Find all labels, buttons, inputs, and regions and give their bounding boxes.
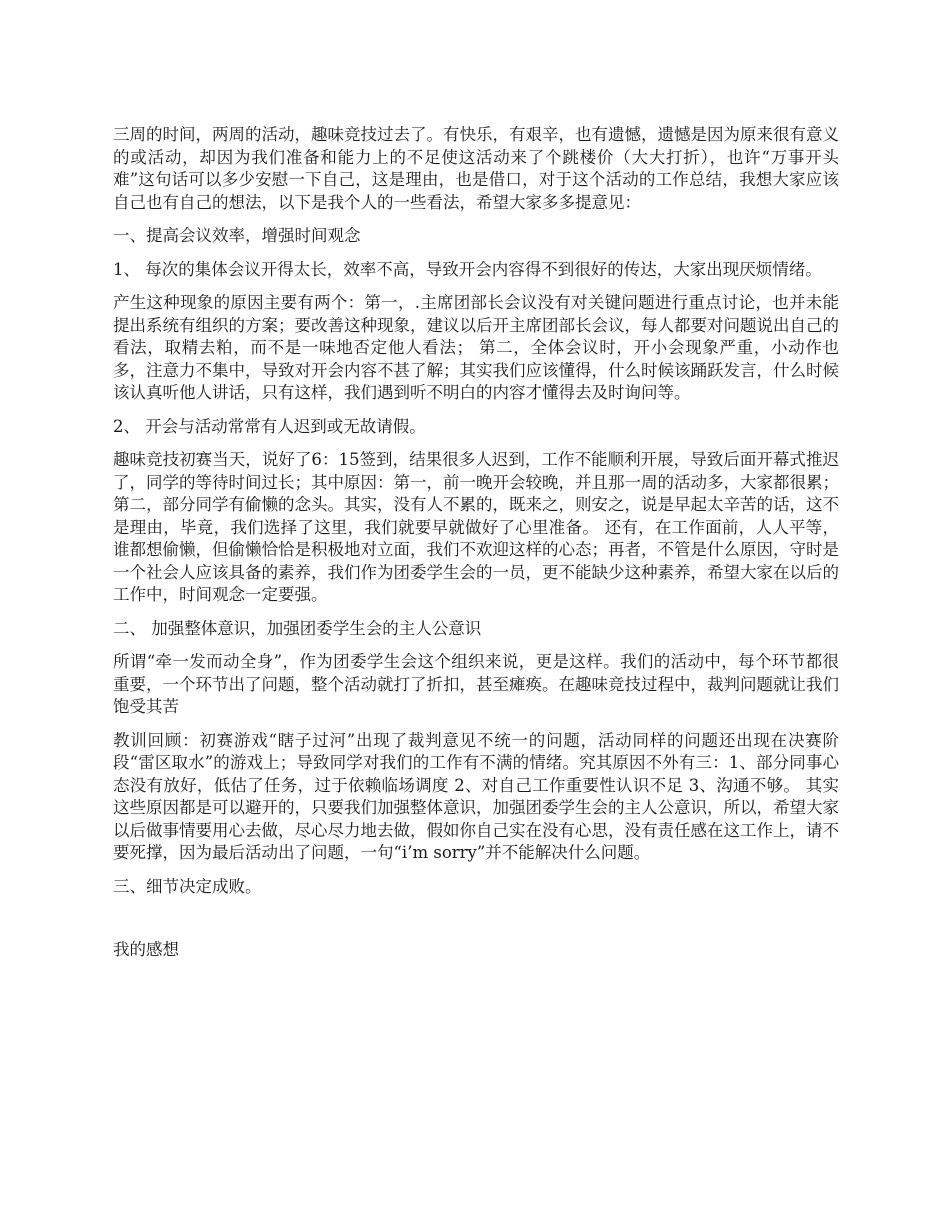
document-body [113, 124, 839, 973]
section-2-paragraph-1: 所谓“牵一发而动全身”，作为团委学生会这个组织来说，更是这样。我们的活动中，每个环节都很重要，一个环节出了问题，整个活动就打了折扣，甚至瘫痪。在趣味竞技过程中，裁判问题就让我们饱受其苦 [113, 652, 839, 716]
blank-spacer [113, 909, 839, 939]
section-heading-1: 一、提高会议效率，增强时间观念 [113, 226, 361, 245]
intro-paragraph: 三周的时间，两周的活动，趣味竞技过去了。有快乐，有艰辛，也有遗憾，遗憾是因为原来很有意义的或活动，却因为我们准备和能力上的不足使这活动来了个跳楼价（大大打折），也许“万事开头难”这句话可以多少安慰一下自己，这是理由，也是借口，对于这个活动的工作总结，我想大家应该自己也有自己的想法，以下是我个人的一些看法，希望大家多多提意见： [113, 125, 839, 212]
section-heading-2: 二、 加强整体意识，加强团委学生会的主人公意识 [113, 618, 482, 638]
list-item-2: 2、 开会与活动常常有人迟到或无故请假。 [113, 416, 426, 436]
list-item-1-detail: 产生这种现象的原因主要有两个：第一，.主席团部长会议没有对关键问题进行重点讨论，也并未能提出系统有组织的方案；要改善这种现象，建议以后开主席团部长会议，每人都要对问题说出自己的看法，取精去粕，而不是一味地否定他人看法； 第二，全体会议时，开小会现象严重，小动作也多，注意力不集中，导致对开会内容不甚了解；其实我们应该懂得，什么时候该踊跃发言，什么时候该认真听他人讲话，只有这样，我们遇到听不明白的内容才懂得去及时询问等。 [113, 293, 839, 402]
section-heading-3: 三、细节决定成败。 [113, 876, 262, 896]
list-item-1: 1、 每次的集体会议开得太长，效率不高，导致开会内容得不到很好的传达，大家出现厌烦情绪。 [113, 259, 822, 279]
section-2-paragraph-2: 教训回顾：初赛游戏“瞎子过河”出现了裁判意见不统一的问题，活动同样的问题还出现在决赛阶段“雷区取水”的游戏上；导致同学对我们的工作有不满的情绪。究其原因不外有三：1、部分同事心态没有放好，低估了任务，过于依赖临场调度 2、对自己工作重要性认识不足 3、沟通不够。 其实这些原因都是可以避开的，只要我们加强整体意识，加强团委学生会的主人公意识，所以，希望大家以后做事情要用心去做，尽心尽力地去做，假如你自己实在没有心思，没有责任感在这工作上，请不要死撑，因为最后活动出了问题，一句“i’m sorry”并不能解决什么问题。 [113, 730, 839, 862]
list-item-2-detail: 趣味竞技初赛当天，说好了6：15签到，结果很多人迟到，工作不能顺利开展，导致后面开幕式推迟了，同学的等待时间过长；其中原因：第一，前一晚开会较晚，并且那一周的活动多，大家都很累；第二，部分同学有偷懒的念头。其实，没有人不累的，既来之，则安之，说是早起太辛苦的话，这不是理由，毕竟，我们选择了这里，我们就要早就做好了心里准备。 还有，在工作面前，人人平等，谁都想偷懒，但偷懒恰恰是积极地对立面，我们不欢迎这样的心态；再者，不管是什么原因，守时是一个社会人应该具备的素养，我们作为团委学生会的一员，更不能缺少这种素养，希望大家在以后的工作中，时间观念一定要强。 [113, 450, 839, 604]
closing-line: 我的感想 [113, 940, 179, 959]
